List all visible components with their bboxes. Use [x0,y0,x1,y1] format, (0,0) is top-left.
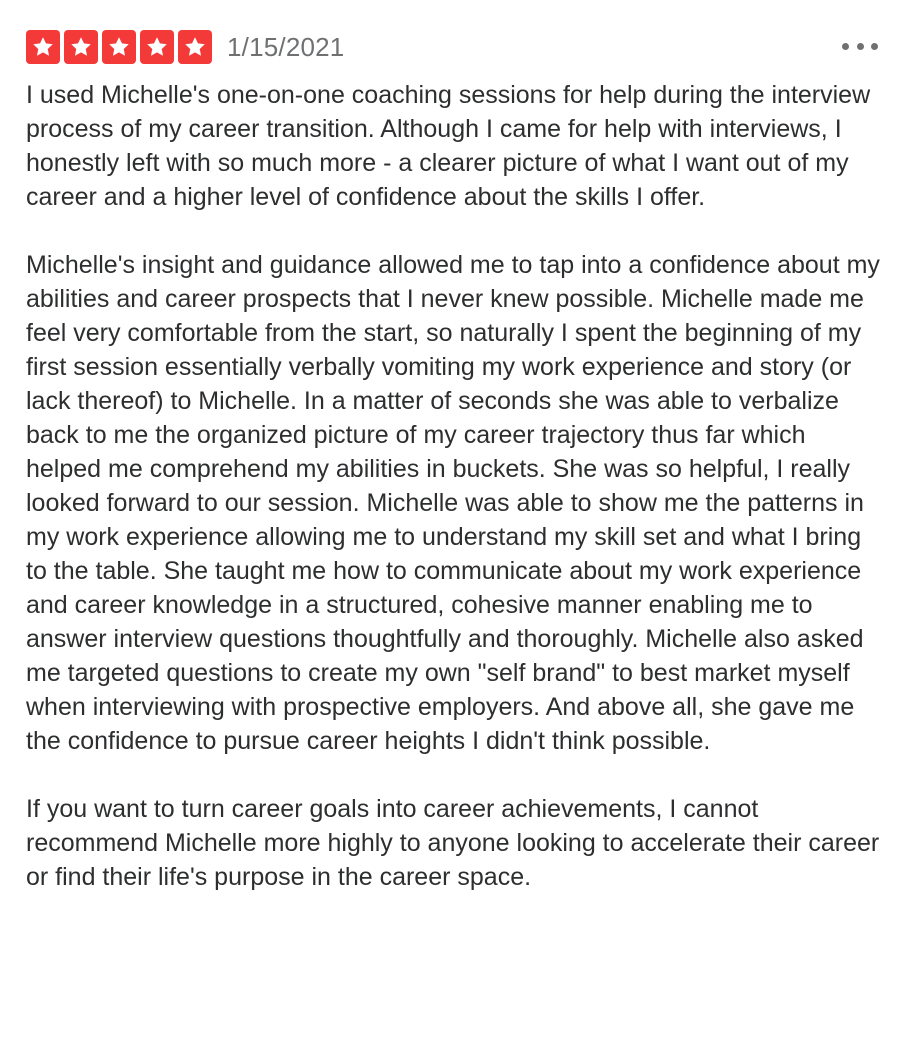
review-header [26,28,882,66]
review-date: 1/15/2021 [227,31,345,62]
star-icon [178,30,212,64]
star-icon [26,30,60,64]
review-card [26,28,882,928]
star-rating [26,30,212,64]
star-icon [140,30,174,64]
star-icon [102,30,136,64]
more-horizontal-icon [842,43,849,50]
more-horizontal-icon-dot [871,43,878,50]
review-paragraph: If you want to turn career goals into career achievements, I cannot recommend Michelle more highly to anyone looking to accelerate their career or find their life's purpose in the career space. [26,795,880,891]
review-text [26,78,882,894]
more-horizontal-icon-dot [857,43,864,50]
review-paragraph: Michelle's insight and guidance allowed me to tap into a confidence about my abilities and career prospects that I never knew possible. Michelle made me feel very comfortable from the start, so naturally I spent the beginning of my first session essentially verbally vomiting my work experience and story (or lack thereof) to Michelle. In a matter of seconds she was able to verbalize back to me the organized picture of my career trajectory thus far which helped me comprehend my abilities in buckets. She was so helpful, I really looked forward to our session. Michelle was able to show me the patterns in my work experience allowing me to understand my skill set and what I bring to the table. She taught me how to communicate about my work experience and career knowledge in a structured, cohesive manner enabling me to answer interview questions thoughtfully and thoroughly. Michelle also asked me targeted questions to create my own "self brand" to best market myself when interviewing with prospective employers. And above all, she gave me the confidence to pursue career heights I didn't think possible. [26,251,880,755]
more-options-button[interactable] [842,34,878,58]
review-paragraph: I used Michelle's one-on-one coaching sessions for help during the interview process of my career transition. Although I came for help with interviews, I honestly left with so much more - a clearer picture of what I want out of my career and a higher level of confidence about the skills I offer. [26,81,871,211]
star-icon [64,30,98,64]
